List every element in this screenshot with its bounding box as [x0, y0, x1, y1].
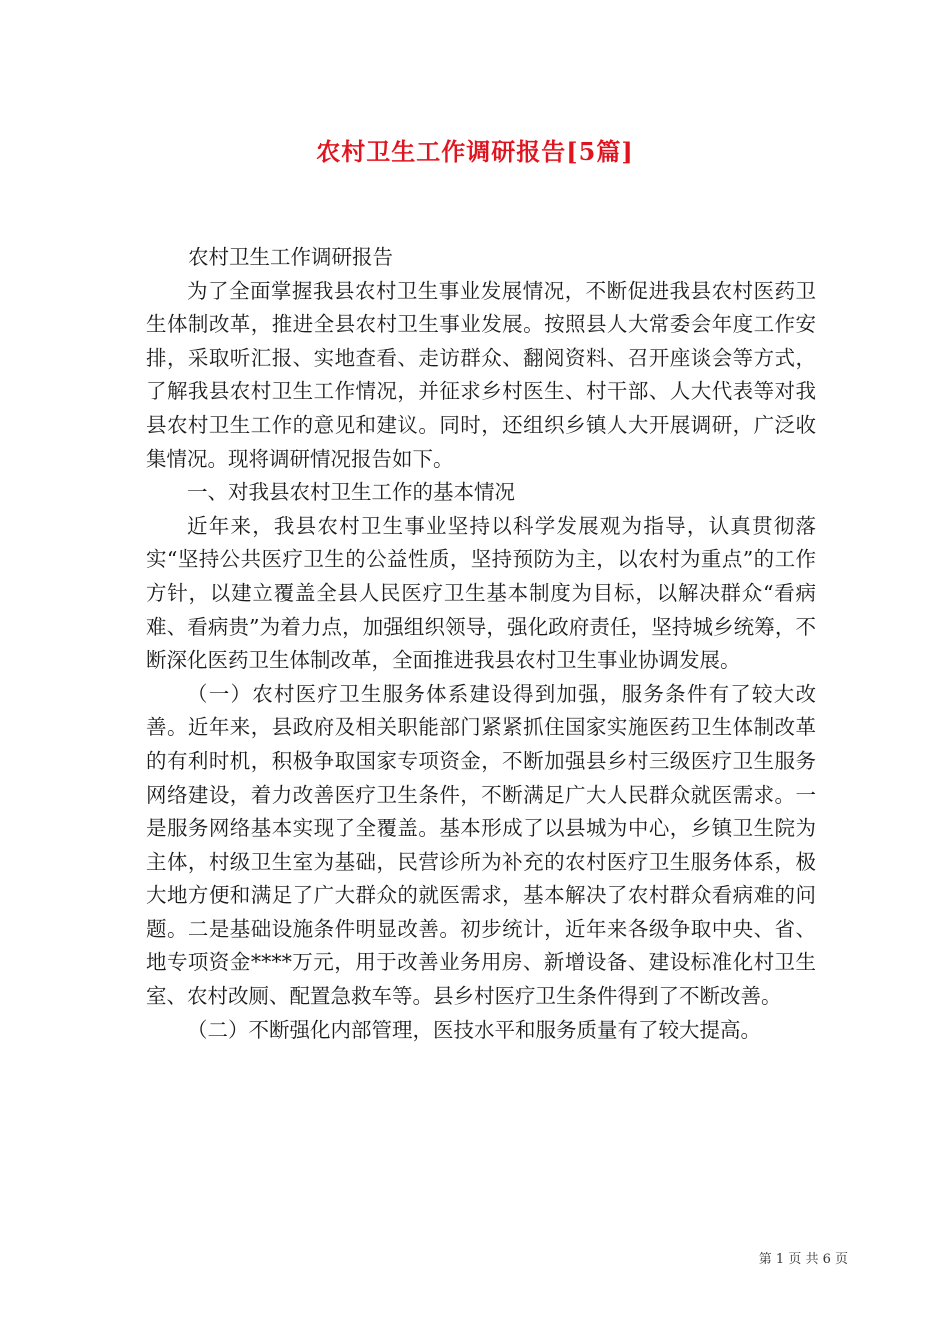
report-heading: 农村卫生工作调研报告	[188, 245, 393, 269]
page-footer: 第 1 页 共 6 页	[758, 1252, 848, 1267]
paragraph-subsection-1: （一）农村医疗卫生服务体系建设得到加强，服务条件有了较大改善。近年来，县政府及相关职能部门紧紧抓住国家实施医药卫生体制改革的有利时机，积极争取国家专项资金，不断加强县乡村三级医疗卫生服务网络建设，着力改善医疗卫生条件，不断满足广大人民群众就医需求。一是服务网络基本实现了全覆盖。基本形成了以县城为中心，乡镇卫生院为主体，村级卫生室为基础，民营诊所为补充的农村医疗卫生服务体系，极大地方便和满足了广大群众的就医需求，基本解决了农村群众看病难的问题。二是基础设施条件明显改善。初步统计，近年来各级争取中央、省、地专项资金****万元，用于改善业务用房、新增设备、建设标准化村卫生室、农村改厕、配置急救车等。县乡村医疗卫生条件得到了不断改善。	[146, 681, 816, 1009]
paragraph-intro: 为了全面掌握我县农村卫生事业发展情况，不断促进我县农村医药卫生体制改革，推进全县农村卫生事业发展。按照县人大常委会年度工作安排，采取听汇报、实地查看、走访群众、翻阅资料、召开座谈会等方式，了解我县农村卫生工作情况，并征求乡村医生、村干部、人大代表等对我县农村卫生工作的意见和建议。同时，还组织乡镇人大开展调研，广泛收集情况。现将调研情况报告如下。	[146, 278, 816, 471]
paragraph-overview: 近年来，我县农村卫生事业坚持以科学发展观为指导，认真贯彻落实“坚持公共医疗卫生的公益性质，坚持预防为主，以农村为重点”的工作方针，以建立覆盖全县人民医疗卫生基本制度为目标，以解决群众“看病难、看病贵”为着力点，加强组织领导，强化政府责任，坚持城乡统筹，不断深化医药卫生体制改革，全面推进我县农村卫生事业协调发展。	[146, 513, 816, 673]
document-body	[146, 241, 816, 1047]
document-title: 农村卫生工作调研报告[5篇]	[316, 137, 634, 166]
section-heading-1: 一、对我县农村卫生工作的基本情况	[187, 480, 515, 505]
paragraph-subsection-2: （二）不断强化内部管理，医技水平和服务质量有了较大提高。	[187, 1017, 761, 1042]
